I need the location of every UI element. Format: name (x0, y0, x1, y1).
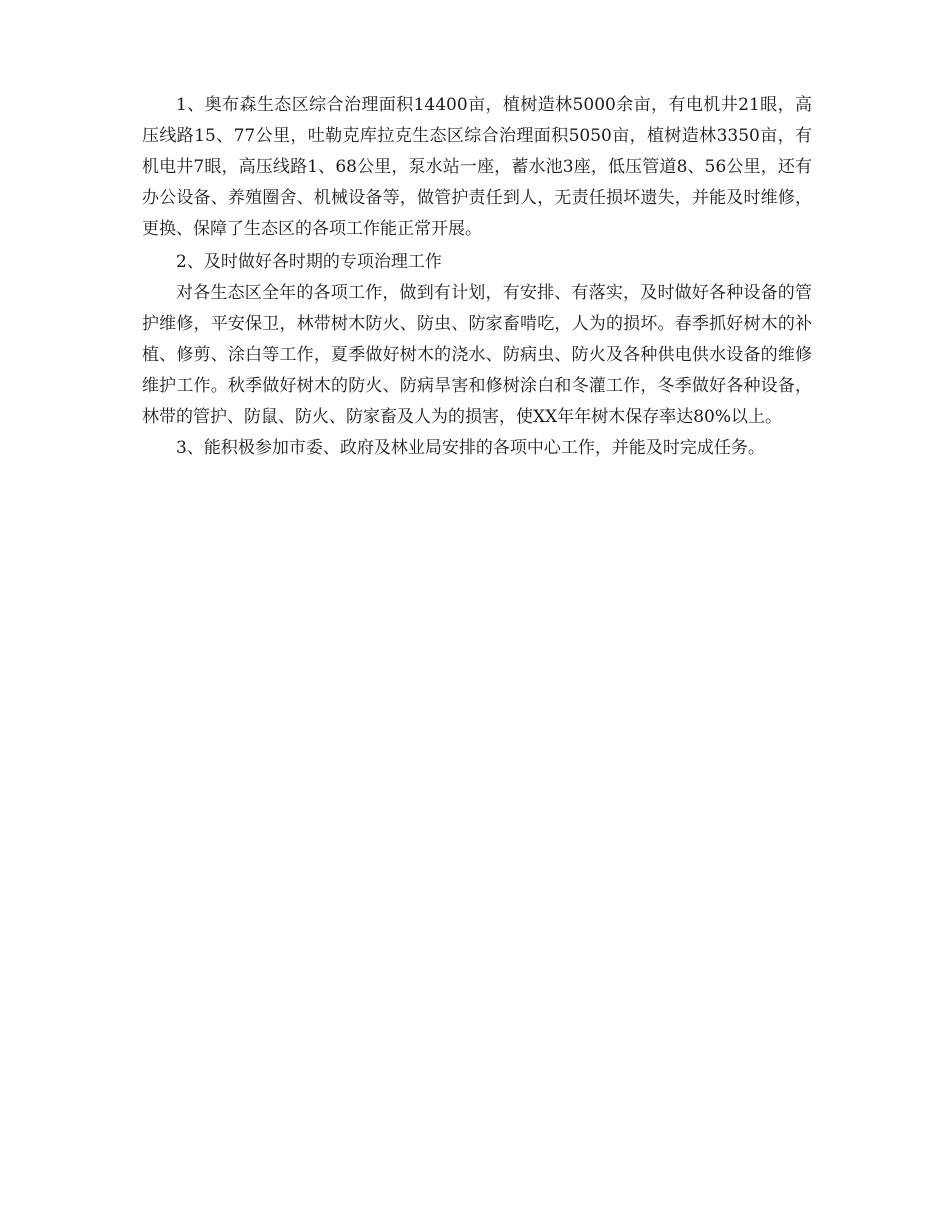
paragraph-special-governance-heading: 2、及时做好各时期的专项治理工作 (176, 252, 442, 272)
paragraph-central-tasks: 3、能积极参加市委、政府及林业局安排的各项中心工作，并能及时完成任务。 (176, 438, 765, 458)
document-page (142, 90, 812, 464)
paragraph-facilities: 1、奥布森生态区综合治理面积14400亩，植树造林5000余亩，有电机井21眼，高压线路15、77公里，吐勒克库拉克生态区综合治理面积5050亩，植树造林3350亩，有机电井7眼，高压线路1、68公里，泵水站一座，蓄水池3座，低压管道8、56公里，还有办公设备、养殖圈舍、机械设备等，做管护责任到人，无责任损坏遗失，并能及时维修，更换、保障了生态区的各项工作能正常开展。 (142, 95, 812, 239)
paragraph-seasonal-work: 对各生态区全年的各项工作，做到有计划，有安排、有落实，及时做好各种设备的管护维修，平安保卫，林带树木防火、防虫、防家畜啃吃，人为的损坏。春季抓好树木的补植、修剪、涂白等工作，夏季做好树木的浇水、防病虫、防火及各种供电供水设备的维修维护工作。秋季做好树木的防火、防病旱害和修树涂白和冬灌工作，冬季做好各种设备，林带的管护、防鼠、防火、防家畜及人为的损害，使XX年年树木保存率达80%以上。 (142, 283, 812, 427)
